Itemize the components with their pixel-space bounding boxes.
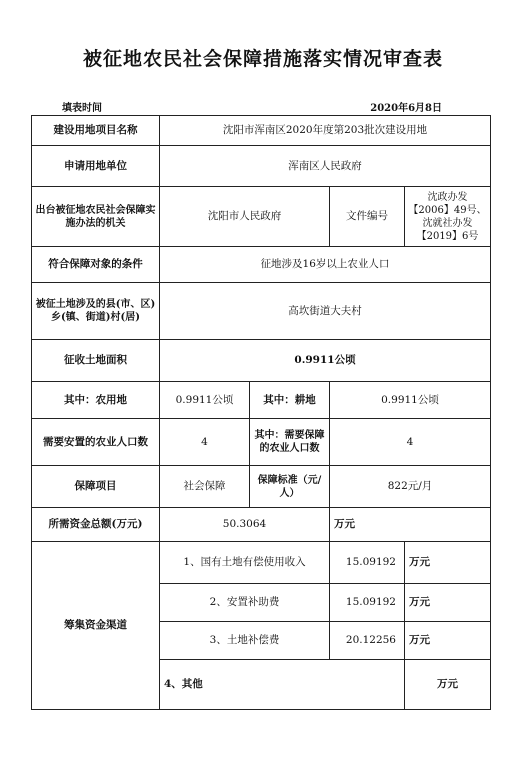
channel-value: 20.12256 (330, 622, 405, 660)
authority-value: 沈阳市人民政府 (160, 187, 330, 247)
authority-label: 出台被征地农民社会保障实施办法的机关 (32, 187, 160, 247)
agri-value: 0.9911公顷 (160, 382, 250, 419)
applicant-label: 申请用地单位 (32, 146, 160, 187)
channel-unit: 万元 (405, 660, 491, 710)
standard-value: 822元/月 (330, 466, 491, 508)
channel-row (32, 542, 491, 584)
pop-label: 需要安置的农业人口数 (32, 419, 160, 466)
location-value: 高坎街道大夫村 (160, 283, 491, 340)
condition-label: 符合保障对象的条件 (32, 247, 160, 283)
applicant-value: 浑南区人民政府 (160, 146, 491, 187)
total-unit: 万元 (330, 508, 491, 542)
item-label: 保障项目 (32, 466, 160, 508)
page-title: 被征地农民社会保障措施落实情况审查表 (82, 48, 443, 70)
total-label: 所需资金总额(万元) (32, 508, 160, 542)
row-population (32, 419, 491, 466)
pop-value: 4 (160, 419, 250, 466)
pop-protect-value: 4 (330, 419, 491, 466)
project-value: 沈阳市浑南区2020年度第203批次建设用地 (160, 116, 491, 146)
row-total (32, 508, 491, 542)
item-value: 社会保障 (160, 466, 250, 508)
row-authority (32, 187, 491, 247)
location-label: 被征土地涉及的县(市、区)乡(镇、街道)村(居) (32, 283, 160, 340)
row-land-split (32, 382, 491, 419)
channel-unit: 万元 (405, 584, 491, 622)
fill-time-label: 填表时间 (62, 103, 102, 114)
row-area (32, 340, 491, 382)
row-applicant (32, 146, 491, 187)
doc-no-value: 沈政办发【2006】49号、沈就社办发【2019】6号 (405, 187, 491, 247)
channel-name: 3、土地补偿费 (160, 622, 330, 660)
row-item (32, 466, 491, 508)
row-condition (32, 247, 491, 283)
channel-unit: 万元 (405, 622, 491, 660)
condition-value: 征地涉及16岁以上农业人口 (160, 247, 491, 283)
arable-value: 0.9911公顷 (330, 382, 491, 419)
row-location (32, 283, 491, 340)
total-value: 50.3064 (160, 508, 330, 542)
doc-no-label: 文件编号 (330, 187, 405, 247)
area-value: 0.9911公顷 (160, 340, 491, 382)
channel-value: 15.09192 (330, 542, 405, 584)
arable-label: 其中：耕地 (250, 382, 330, 419)
row-project (32, 116, 491, 146)
review-table (31, 115, 491, 710)
channel-name: 2、安置补助费 (160, 584, 330, 622)
agri-label: 其中：农用地 (32, 382, 160, 419)
channel-unit: 万元 (405, 542, 491, 584)
channel-label: 筹集资金渠道 (32, 542, 160, 710)
project-label: 建设用地项目名称 (32, 116, 160, 146)
channel-name: 1、国有土地有偿使用收入 (160, 542, 330, 584)
channel-name: 4、其他 (160, 660, 405, 710)
pop-protect-label: 其中：需要保障的农业人口数 (250, 419, 330, 466)
area-label: 征收土地面积 (32, 340, 160, 382)
channel-value: 15.09192 (330, 584, 405, 622)
standard-label: 保障标准（元/人） (250, 466, 330, 508)
fill-date: 2020年6月8日 (370, 103, 442, 114)
